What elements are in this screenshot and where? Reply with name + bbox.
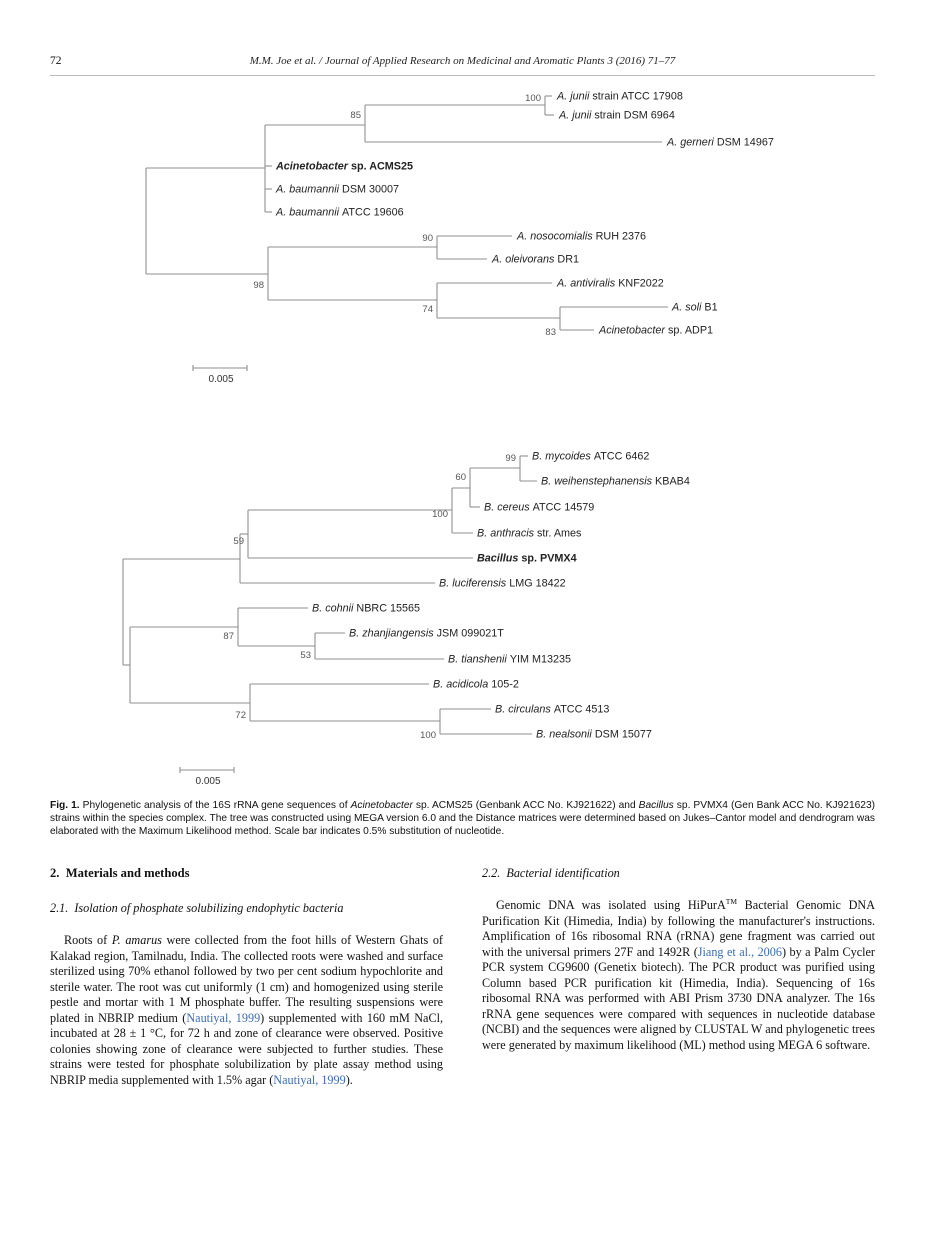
bootstrap-value: 72 [235, 710, 246, 721]
bootstrap-value: 59 [233, 536, 244, 547]
figure-caption [50, 799, 875, 838]
text-segment: TM [725, 896, 738, 906]
taxon-label: B. tianshenii YIM M13235 [448, 653, 572, 666]
taxon-label: A. baumannii ATCC 19606 [276, 206, 404, 219]
text-segment: sp. PVMX4 (Gen Bank ACC No. KJ921623) strains within the species complex. The tree was constructed using MEGA version 6.0 and the Distance matrices were determined based on Jukes–Cantor model and dendrogram was elaborated with the Maximum Likelihood method. Scale bar indicates 0.5% substitution of nucleotide. [50, 800, 876, 837]
text-segment: ) supplemented with 160 mM NaCl, incubated at 28 ± 1 °C, for 72 h and zone of clearance were observed. Positive colonies showing zone of clearance were subjected to further studies. These strains were tested for phosphate solubilization by plate assay method using NBRIP media supplemented with 1.5% agar ( [50, 1010, 444, 1087]
taxon-label: B. luciferensis LMG 18422 [439, 577, 566, 590]
phylogenetic-tree-bacillus [123, 451, 690, 788]
taxon-label: A. soli B1 [672, 301, 718, 314]
taxon-label: Acinetobacter sp. ADP1 [599, 324, 714, 337]
bootstrap-value: 100 [432, 509, 448, 520]
taxon-label: A. nosocomialis RUH 2376 [517, 230, 647, 243]
citation-link[interactable]: Nautiyal, 1999 [186, 1010, 261, 1025]
text-segment: sp. ACMS25 (Genbank ACC No. KJ921622) and [412, 800, 639, 811]
scale-bar-label: 0.005 [195, 776, 221, 787]
taxon-label: A. baumannii DSM 30007 [276, 183, 400, 196]
subsection-heading-2-2: 2.2. Bacterial identification [482, 866, 620, 880]
taxon-label: B. nealsonii DSM 15077 [536, 728, 652, 741]
phylogenetic-tree-acinetobacter [146, 91, 774, 386]
text-segment: ) by a Palm Cycler PCR system CG9600 (Genetix biotech). The PCR product was purified using Column based PCR purification kit (Himedia, India). Sequencing of 16s ribosomal RNA was performed with ABI Prism 3730 DNA analyzer. The 16s rRNA gene sequences were compared with sequences in nucleotide database (NCBI) and the sequences were aligned by CLUSTAL W and phylogenetic trees were generated by maximum likelihood (ML) method using MEGA 6 software. [482, 944, 875, 1052]
bootstrap-value: 85 [350, 110, 361, 121]
taxon-label: Bacillus sp. PVMX4 [477, 552, 577, 565]
bootstrap-value: 83 [545, 327, 556, 338]
taxon-label: B. circulans ATCC 4513 [495, 703, 610, 716]
text-segment: Roots of [64, 933, 112, 947]
subsection-heading-2-1: 2.1. Isolation of phosphate solubilizing endophytic bacteria [50, 901, 344, 915]
text-segment: Bacillus [638, 800, 674, 811]
taxon-label: B. mycoides ATCC 6462 [532, 450, 650, 463]
paragraph-2-1 [50, 933, 443, 1088]
citation-link[interactable]: Nautiyal, 1999 [273, 1072, 346, 1087]
text-segment: Fig. 1. [50, 800, 80, 811]
text-segment: Genomic DNA was isolated using HiPurA [496, 898, 726, 912]
taxon-label: B. cohnii NBRC 15565 [312, 602, 421, 615]
bootstrap-value: 60 [455, 472, 466, 483]
bootstrap-value: 74 [422, 304, 433, 315]
text-segment: Phylogenetic analysis of the 16S rRNA gene sequences of [79, 800, 351, 811]
bootstrap-value: 99 [505, 453, 516, 464]
taxon-label: B. acidicola 105-2 [433, 678, 519, 691]
taxon-label: A. junii strain ATCC 17908 [557, 90, 683, 103]
taxon-label: B. weihenstephanensis KBAB4 [541, 475, 690, 488]
bootstrap-value: 87 [223, 631, 234, 642]
right-column [482, 866, 875, 1053]
taxon-label: A. antiviralis KNF2022 [557, 277, 664, 290]
taxon-label: Acinetobacter sp. ACMS25 [276, 160, 413, 173]
section-heading-materials: 2. Materials and methods [50, 866, 190, 880]
citation-link[interactable]: Jiang et al., 2006 [697, 944, 782, 959]
bootstrap-value: 90 [422, 233, 433, 244]
bootstrap-value: 53 [300, 650, 311, 661]
text-segment: Acinetobacter [350, 800, 413, 811]
left-column [50, 866, 443, 1088]
text-segment: ). [345, 1072, 353, 1087]
running-head: M.M. Joe et al. / Journal of Applied Research on Medicinal and Aromatic Plants 3 (2016) 71–77 [249, 55, 676, 67]
taxon-label: A. oleivorans DR1 [492, 253, 580, 266]
taxon-label: B. anthracis str. Ames [477, 527, 582, 540]
text-segment: P. amarus [111, 933, 162, 947]
bootstrap-value: 100 [525, 93, 541, 104]
taxon-label: B. cereus ATCC 14579 [484, 501, 595, 514]
paragraph-2-2 [482, 898, 875, 1053]
scale-bar-label: 0.005 [208, 374, 234, 385]
taxon-label: B. zhanjiangensis JSM 099021T [349, 627, 504, 640]
taxon-label: A. junii strain DSM 6964 [559, 109, 675, 122]
taxon-label: A. gerneri DSM 14967 [667, 136, 774, 149]
text-segment: were collected from the foot hills of Western Ghats of Kalakad region, Tamilnadu, India. The collected roots were washed and surface sterilized using 70% ethanol followed by two per cent sodium hypochlorite and sterile water. The root was cut uniformly (1 cm) and homogenized using sterile pestle and mortar with 1 M phosphate buffer. The resulting suspensions were plated in NBRIP medium ( [50, 933, 443, 1025]
bootstrap-value: 100 [420, 730, 436, 741]
bootstrap-value: 98 [253, 280, 264, 291]
page-number: 72 [50, 55, 62, 67]
text-segment: Bacterial Genomic DNA Purification Kit (Himedia, India) by following the manufacturer's instructions. Amplification of 16s ribosomal RNA (rRNA) gene fragment was carried out with the universal primers 27F and 1492R ( [482, 898, 875, 959]
